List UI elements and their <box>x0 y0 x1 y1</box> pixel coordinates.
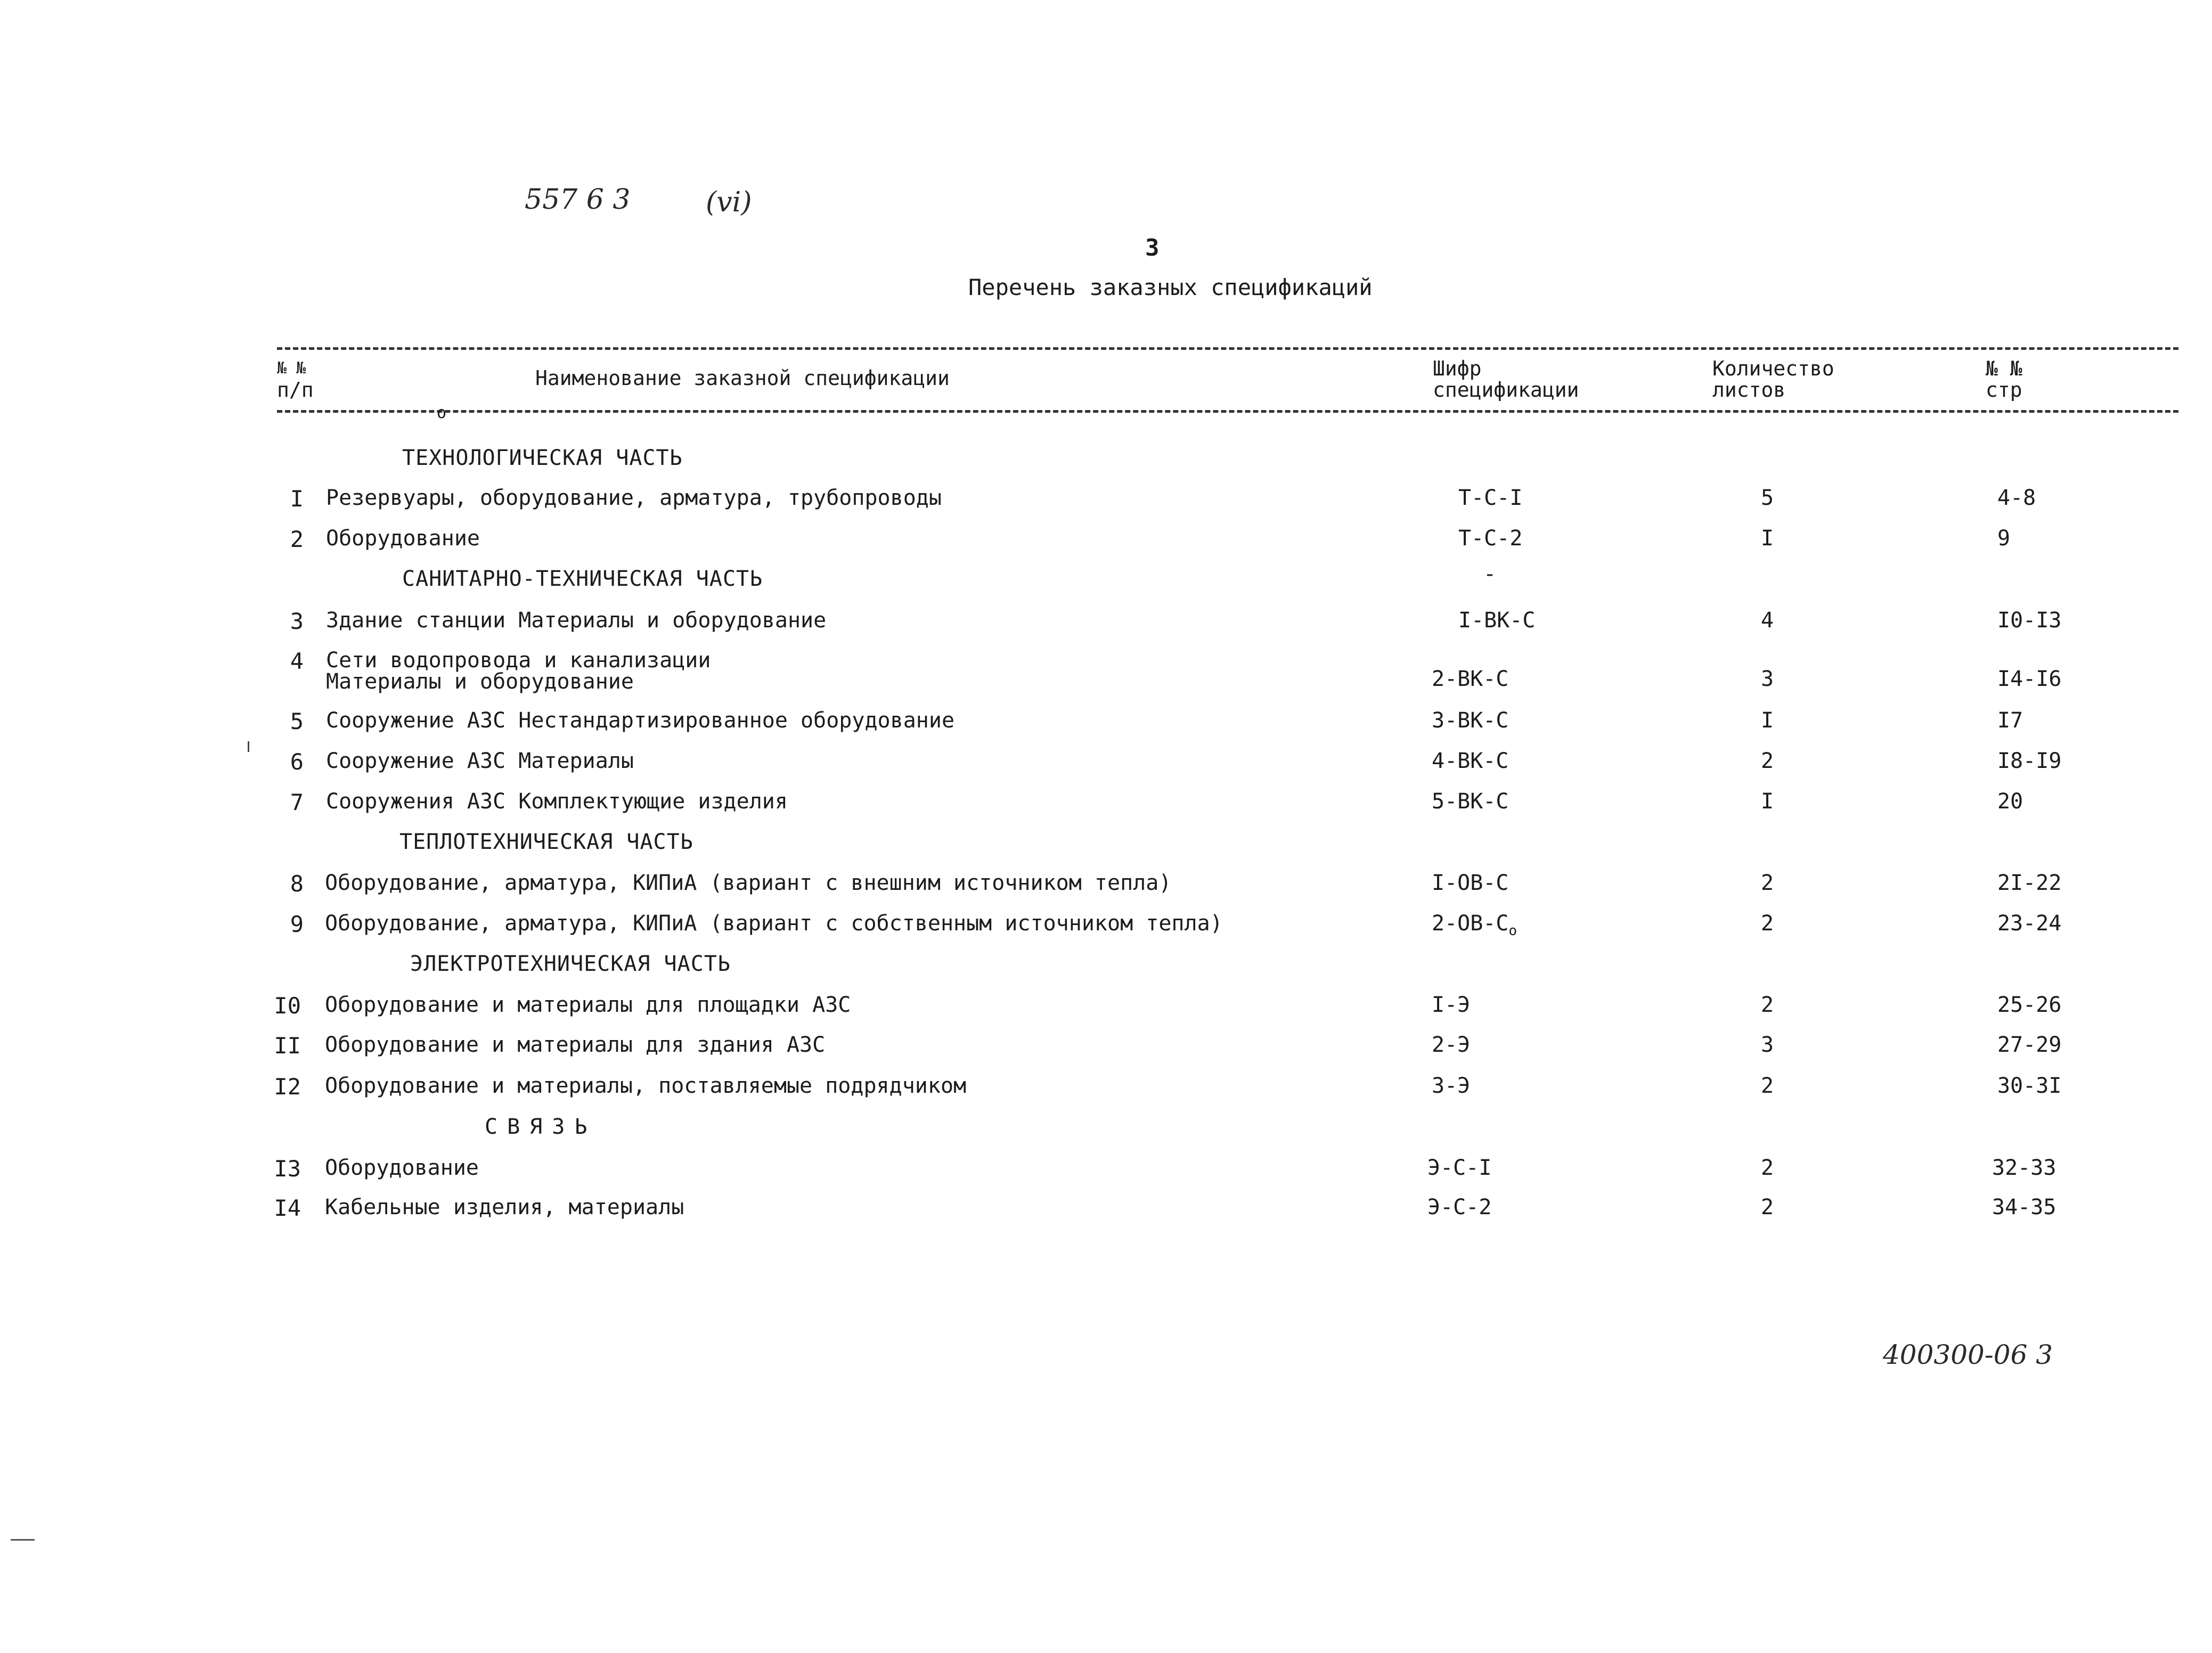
row-name: Оборудование, арматура, КИПиА (вариант с собственным источником тепла) <box>325 911 1223 936</box>
row-pages: 20 <box>1997 789 2023 814</box>
row-name: Сети водопровода и канализации <box>326 648 711 673</box>
row-sheets: 2 <box>1761 749 1774 773</box>
row-num: 3 <box>290 608 304 634</box>
row-sheets: 2 <box>1761 1074 1774 1098</box>
header-bottom-rule <box>277 410 2178 413</box>
row-name: Оборудование <box>326 526 480 551</box>
row-num: II <box>274 1033 301 1059</box>
row-code: 3-ВК-С <box>1432 708 1509 733</box>
row-code: I-ОВ-С <box>1432 871 1509 895</box>
row-pages: I4-I6 <box>1997 667 2062 691</box>
header-code <box>1433 358 1579 400</box>
row-code: 3-Э <box>1432 1074 1471 1098</box>
row-pages: 32-33 <box>1992 1156 2056 1180</box>
row-sheets: I <box>1761 789 1774 814</box>
row-num: I4 <box>274 1195 301 1221</box>
row-pages: 2I-22 <box>1997 871 2062 895</box>
row-num: I <box>290 486 304 512</box>
row-code: Э-С-2 <box>1427 1195 1492 1220</box>
row-code <box>1432 911 1517 939</box>
row-sheets: I <box>1761 708 1774 733</box>
row-num: 4 <box>290 648 304 674</box>
row-name: Кабельные изделия, материалы <box>325 1195 684 1220</box>
row-num: 9 <box>290 911 304 937</box>
row-pages: 23-24 <box>1997 911 2062 936</box>
row-code: 4-ВК-С <box>1432 749 1509 773</box>
row-pages: 27-29 <box>1997 1033 2062 1057</box>
row-num: 5 <box>290 708 304 734</box>
handwritten-paren-note: (vi) <box>706 186 752 218</box>
header-sheets-line1: Количество <box>1712 357 1834 380</box>
header-name: Наименование заказной спецификации <box>535 366 950 390</box>
section-heading-electro: ЭЛЕКТРОТЕХНИЧЕСКАЯ ЧАСТЬ <box>410 952 731 976</box>
margin-tick-mark <box>248 741 249 752</box>
row-name: Сооружения АЗС Комплектующие изделия <box>326 789 788 814</box>
row-pages: 30-3I <box>1997 1074 2062 1098</box>
row-pages: I7 <box>1997 708 2023 733</box>
row-pages: 25-26 <box>1997 993 2062 1017</box>
header-pages-line2: стр <box>1986 378 2022 402</box>
row-num: I2 <box>274 1074 301 1100</box>
row-name: Оборудование и материалы для здания АЗС <box>325 1033 826 1057</box>
row-name-line2: Материалы и оборудование <box>326 669 634 694</box>
row-num: I3 <box>274 1156 301 1182</box>
row-name: Оборудование и материалы для площадки АЗС <box>325 993 851 1017</box>
row-sheets: 3 <box>1761 1033 1774 1057</box>
row-name: Сооружение АЗС Нестандартизированное оборудование <box>326 708 955 733</box>
row-code: Т-С-2 <box>1458 526 1523 551</box>
row-code: 2-ВК-С <box>1432 667 1509 691</box>
row-sheets: 2 <box>1761 1156 1774 1180</box>
page-number: 3 <box>1145 234 1160 261</box>
row-sheets: 2 <box>1761 1195 1774 1220</box>
row-num: 2 <box>290 526 304 552</box>
row-code: 5-ВК-С <box>1432 789 1509 814</box>
row-sheets: 2 <box>1761 911 1774 936</box>
row-code-main: 2-ОВ-С <box>1432 911 1509 936</box>
row-sheets: I <box>1761 526 1774 551</box>
section-heading-heat: ТЕПЛОТЕХНИЧЕСКАЯ ЧАСТЬ <box>399 830 693 854</box>
handwritten-code-note: 557 6 3 <box>525 184 631 216</box>
row-pages: I0-I3 <box>1997 608 2062 633</box>
header-code-line1: Шифр <box>1433 357 1482 380</box>
header-pages <box>1986 358 2022 400</box>
section-heading-sanit: САНИТАРНО-ТЕХНИЧЕСКАЯ ЧАСТЬ <box>402 567 763 591</box>
section-heading-tech: ТЕХНОЛОГИЧЕСКАЯ ЧАСТЬ <box>402 446 683 470</box>
row-name: Оборудование, арматура, КИПиА (вариант с внешним источником тепла) <box>325 871 1172 895</box>
row-sheets: 3 <box>1761 667 1774 691</box>
header-num <box>277 358 314 400</box>
row-pages: 9 <box>1997 526 2011 551</box>
dash-mark: - <box>1483 562 1497 586</box>
row-code: Т-С-I <box>1458 486 1523 510</box>
footer-stamp: 400300-06 3 <box>1883 1339 2053 1370</box>
row-code: I-ВК-С <box>1458 608 1536 633</box>
header-code-line2: спецификации <box>1433 378 1579 402</box>
page-title: Перечень заказных спецификаций <box>968 274 1373 300</box>
row-num: 6 <box>290 749 304 775</box>
header-num-line1: № № <box>277 359 306 378</box>
row-name: Сооружение АЗС Материалы <box>326 749 634 773</box>
header-pages-line1: № № <box>1986 357 2022 380</box>
row-num: 8 <box>290 871 304 897</box>
row-name: Здание станции Материалы и оборудование <box>326 608 827 633</box>
section-heading-comm: СВЯЗЬ <box>485 1115 597 1139</box>
row-pages: I8-I9 <box>1997 749 2062 773</box>
row-sheets: 2 <box>1761 993 1774 1017</box>
row-pages: 4-8 <box>1997 486 2036 510</box>
row-pages: 34-35 <box>1992 1195 2056 1220</box>
row-name: Резервуары, оборудование, арматура, трубопроводы <box>326 486 942 510</box>
bottom-left-rule <box>11 1539 35 1541</box>
header-num-line2: п/п <box>277 378 314 402</box>
row-code-subscript: о <box>1508 923 1517 939</box>
row-sheets: 4 <box>1761 608 1774 633</box>
row-num: I0 <box>274 993 301 1019</box>
header-sheets-line2: листов <box>1712 378 1786 402</box>
row-name: Оборудование <box>325 1156 479 1180</box>
header-sheets <box>1712 358 1834 400</box>
row-num: 7 <box>290 789 304 815</box>
degree-mark: o <box>437 404 447 422</box>
row-name: Оборудование и материалы, поставляемые подрядчиком <box>325 1074 967 1098</box>
row-sheets: 5 <box>1761 486 1774 510</box>
row-sheets: 2 <box>1761 871 1774 895</box>
header-top-rule <box>277 347 2178 350</box>
row-code: 2-Э <box>1432 1033 1471 1057</box>
row-code: Э-С-I <box>1427 1156 1492 1180</box>
row-code: I-Э <box>1432 993 1471 1017</box>
